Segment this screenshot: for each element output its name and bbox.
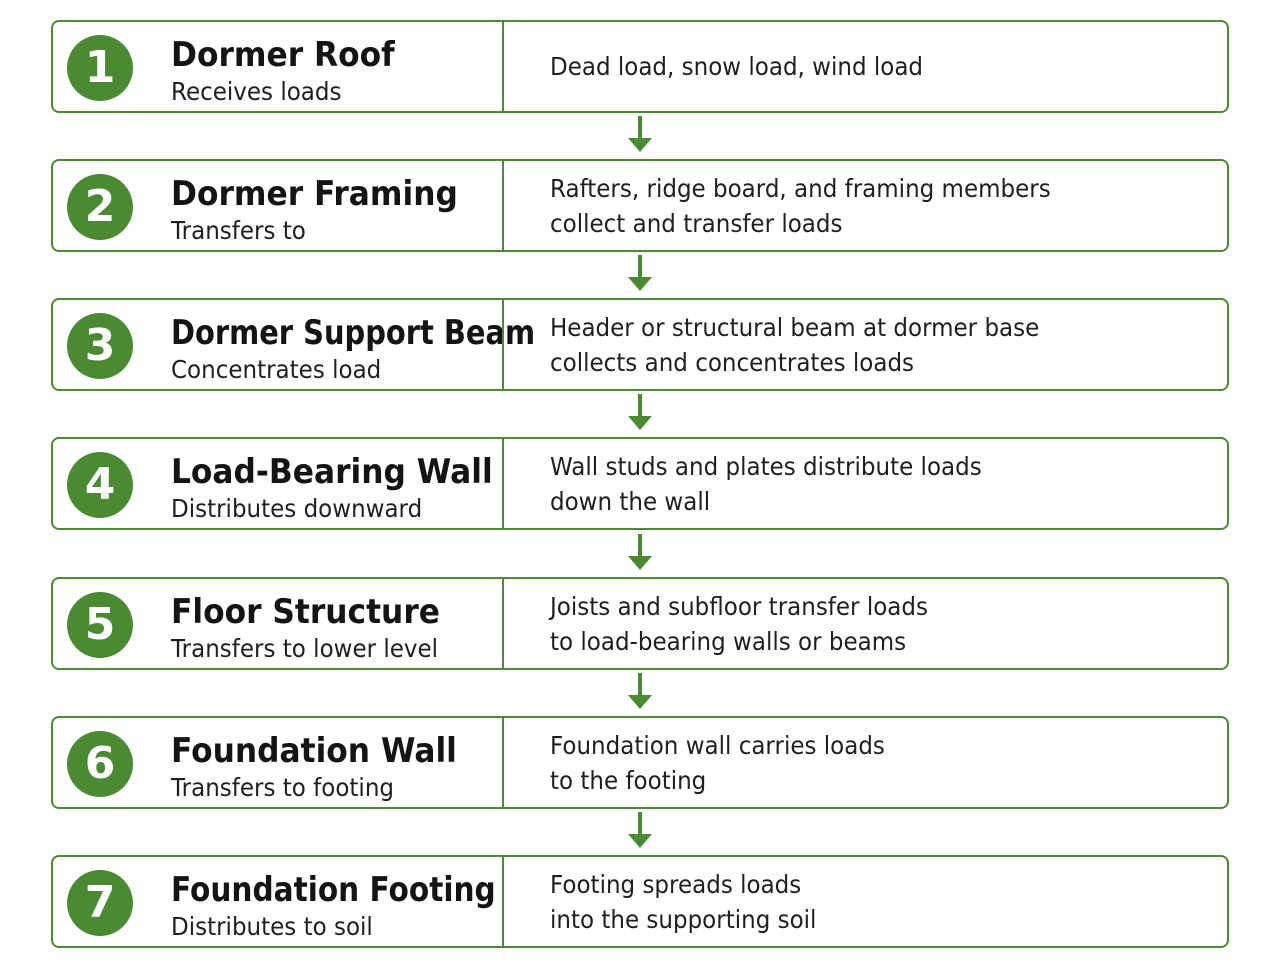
step-number-badge: 1: [67, 35, 133, 101]
description-line: Foundation wall carries loads: [550, 730, 885, 760]
description-line: collects and concentrates loads: [550, 347, 915, 377]
step-title: Dormer Roof: [171, 35, 395, 75]
step-box-2: [51, 159, 1229, 252]
down-arrow-icon: [626, 392, 654, 432]
step-box-1: [51, 20, 1229, 113]
description-line: Rafters, ridge board, and framing members: [550, 173, 1051, 203]
step-description: [550, 439, 1200, 528]
step-subtitle: Distributes downward: [171, 494, 423, 523]
description-line: collect and transfer loads: [550, 208, 843, 238]
step-number-badge: 5: [67, 592, 133, 658]
description-line: to load-bearing walls or beams: [550, 626, 907, 656]
step-divider: [502, 718, 504, 807]
description-line: Dead load, snow load, wind load: [550, 52, 924, 81]
step-title: Foundation Wall: [171, 731, 457, 771]
description-line: Footing spreads loads: [550, 869, 802, 899]
step-title: Foundation Footing: [171, 870, 496, 910]
description-line: into the supporting soil: [550, 904, 817, 934]
step-subtitle: Receives loads: [171, 77, 342, 106]
step-description: [550, 857, 1200, 946]
step-title: Load-Bearing Wall: [171, 452, 493, 492]
step-description: [550, 718, 1200, 807]
step-divider: [502, 857, 504, 946]
step-title: Floor Structure: [171, 592, 440, 632]
step-title: Dormer Support Beam: [171, 313, 536, 353]
down-arrow-icon: [626, 532, 654, 572]
step-description: [550, 300, 1200, 389]
step-divider: [502, 579, 504, 668]
description-line: Joists and subfloor transfer loads: [550, 591, 928, 621]
step-subtitle: Transfers to footing: [171, 773, 395, 802]
step-description: [550, 579, 1200, 668]
down-arrow-icon: [626, 253, 654, 293]
step-box-4: [51, 437, 1229, 530]
step-subtitle: Distributes to soil: [171, 912, 373, 941]
step-divider: [502, 300, 504, 389]
description-line: down the wall: [550, 486, 711, 516]
description-line: Wall studs and plates distribute loads: [550, 451, 982, 481]
step-subtitle: Concentrates load: [171, 355, 382, 384]
step-description: [550, 161, 1200, 250]
down-arrow-icon: [626, 810, 654, 850]
description-line: Header or structural beam at dormer base: [550, 312, 1040, 342]
description-line: to the footing: [550, 765, 707, 795]
step-divider: [502, 161, 504, 250]
step-box-6: [51, 716, 1229, 809]
step-subtitle: Transfers to: [171, 216, 306, 245]
step-title: Dormer Framing: [171, 174, 458, 214]
step-number-badge: 3: [67, 313, 133, 379]
down-arrow-icon: [626, 671, 654, 711]
step-description: [550, 22, 1200, 111]
step-divider: [502, 22, 504, 111]
step-box-5: [51, 577, 1229, 670]
down-arrow-icon: [626, 114, 654, 154]
step-box-3: [51, 298, 1229, 391]
step-box-7: [51, 855, 1229, 948]
step-subtitle: Transfers to lower level: [171, 634, 439, 663]
step-number-badge: 7: [67, 870, 133, 936]
step-number-badge: 2: [67, 174, 133, 240]
step-number-badge: 4: [67, 452, 133, 518]
step-number-badge: 6: [67, 731, 133, 797]
step-divider: [502, 439, 504, 528]
